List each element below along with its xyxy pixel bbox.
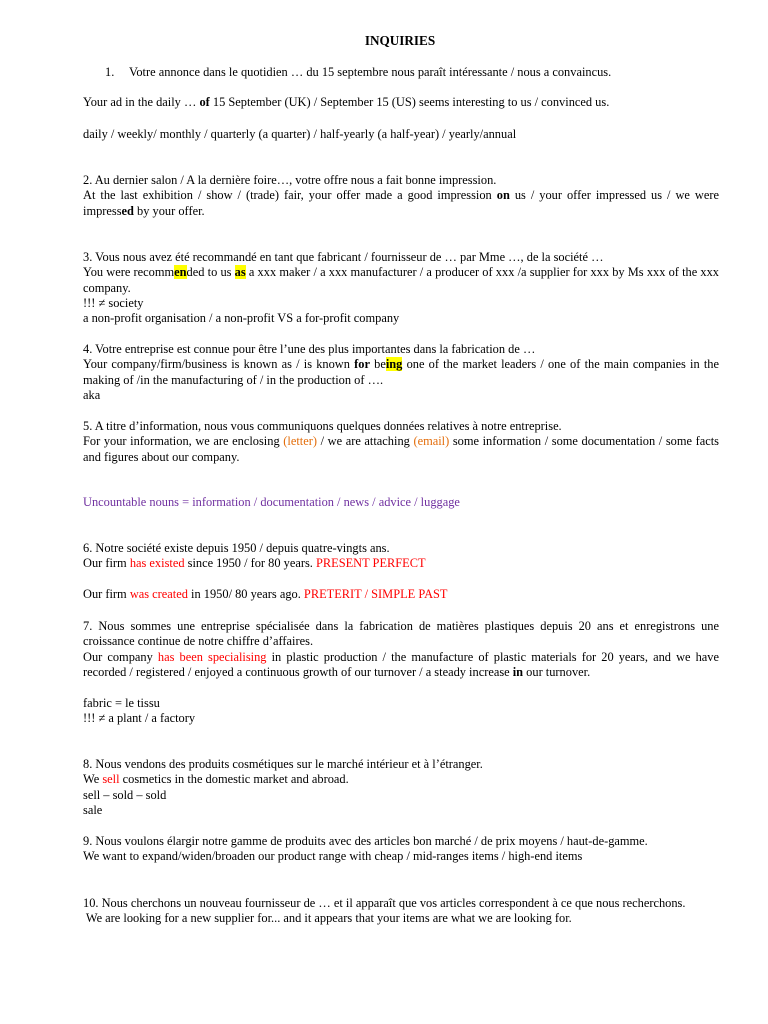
english-sentence: Our company has been specialising in plastic production / the manufacture of plastic materials for 20 years, and we have recorded / registered / enjoyed a continuous growth of our turnover / a steady increase in our turnover. <box>83 649 719 679</box>
english-sentence: You were recommended to us as a xxx maker / a xxx manufacturer / a producer of xxx /a supplier for xxx by Ms xxx of the xxx company. <box>83 265 719 295</box>
section-1-english: Your ad in the daily … of 15 September (UK) / September 15 (US) seems interesting to us / convinced us. <box>83 95 610 109</box>
section-5 <box>83 419 719 465</box>
section-3 <box>83 250 719 326</box>
french-sentence: 7. Nous sommes une entreprise spécialisée dans la fabrication de matières plastiques depuis 20 ans et enregistrons une croissance continue de notre chiffre d’affaires. <box>83 619 719 649</box>
english-sentence: At the last exhibition / show / (trade) fair, your offer made a good impression on us / your offer impressed us / we were impressed by your offer. <box>83 188 719 218</box>
french-sentence: 4. Votre entreprise est connue pour être l’une des plus importantes dans la fabrication de … <box>83 342 536 356</box>
french-sentence: 6. Notre société existe depuis 1950 / depuis quatre-vingts ans. <box>83 541 390 555</box>
french-sentence: 5. A titre d’information, nous vous communiquons quelques données relatives à notre entreprise. <box>83 419 562 433</box>
tense-label: PRESENT PERFECT <box>315 556 426 571</box>
section-6 <box>83 541 719 572</box>
highlighted-text: en <box>174 265 187 280</box>
section-7-notes <box>83 696 719 727</box>
bold-word: of <box>199 95 210 109</box>
french-sentence: 10. Nous cherchons un nouveau fournisseur de … et il apparaît que vos articles correspondent à ce que nous recherchons. <box>83 896 686 910</box>
highlighted-text: ing <box>385 357 403 372</box>
page-title: INQUIRIES <box>364 33 436 48</box>
uncountable-nouns-note: Uncountable nouns = information / documentation / news / advice / luggage <box>83 495 460 509</box>
english-sentence: We sell cosmetics in the domestic market and abroad. <box>83 772 349 787</box>
french-sentence: 2. Au dernier salon / A la dernière foire…, votre offre nous a fait bonne impression. <box>83 173 497 187</box>
note: aka <box>83 387 101 402</box>
french-sentence: 8. Nous vendons des produits cosmétiques sur le marché intérieur et à l’étranger. <box>83 757 483 771</box>
list-number: 1. <box>105 65 115 79</box>
note: !!! ≠ society <box>83 295 144 310</box>
note: sell – sold – sold <box>83 787 167 802</box>
note: fabric = le tissu <box>83 696 160 710</box>
note: a non-profit organisation / a non-profit VS a for-profit company <box>83 311 400 326</box>
english-sentence: We are looking for a new supplier for... and it appears that your items are what we are looking for. <box>83 911 572 926</box>
section-6-preterit: Our firm was created in 1950/ 80 years ago. PRETERIT / SIMPLE PAST <box>83 587 448 601</box>
section-4 <box>83 342 719 403</box>
english-sentence: For your information, we are enclosing (letter) / we are attaching (email) some information / some documentation / some facts and figures about our company. <box>83 434 719 464</box>
section-10 <box>83 896 719 927</box>
highlighted-text: as <box>234 265 246 280</box>
section-9 <box>83 834 719 865</box>
note: !!! ≠ a plant / a factory <box>83 711 196 726</box>
section-8 <box>83 757 719 818</box>
english-sentence: We want to expand/widen/broaden our product range with cheap / mid-ranges items / high-end items <box>83 849 583 864</box>
frequency-list: daily / weekly/ monthly / quarterly (a quarter) / half-yearly (a half-year) / yearly/annual <box>83 127 517 141</box>
french-sentence: 9. Nous voulons élargir notre gamme de produits avec des articles bon marché / de prix moyens / haut-de-gamme. <box>83 834 648 848</box>
section-7 <box>83 619 719 680</box>
english-sentence: Our firm has existed since 1950 / for 80 years. PRESENT PERFECT <box>83 556 426 571</box>
tense-label: PRETERIT / SIMPLE PAST <box>303 587 448 601</box>
section-2 <box>83 173 719 219</box>
french-sentence: 3. Vous nous avez été recommandé en tant que fabricant / fournisseur de … par Mme …, de la société … <box>83 250 604 264</box>
french-sentence: Votre annonce dans le quotidien … du 15 septembre nous paraît intéressante / nous a convaincus. <box>129 65 612 79</box>
section-1-french <box>83 65 719 80</box>
note: sale <box>83 802 103 817</box>
english-sentence: Your company/firm/business is known as / is known for being one of the market leaders / one of the main companies in the making of /in the manufacturing of / in the production of …. <box>83 357 719 387</box>
